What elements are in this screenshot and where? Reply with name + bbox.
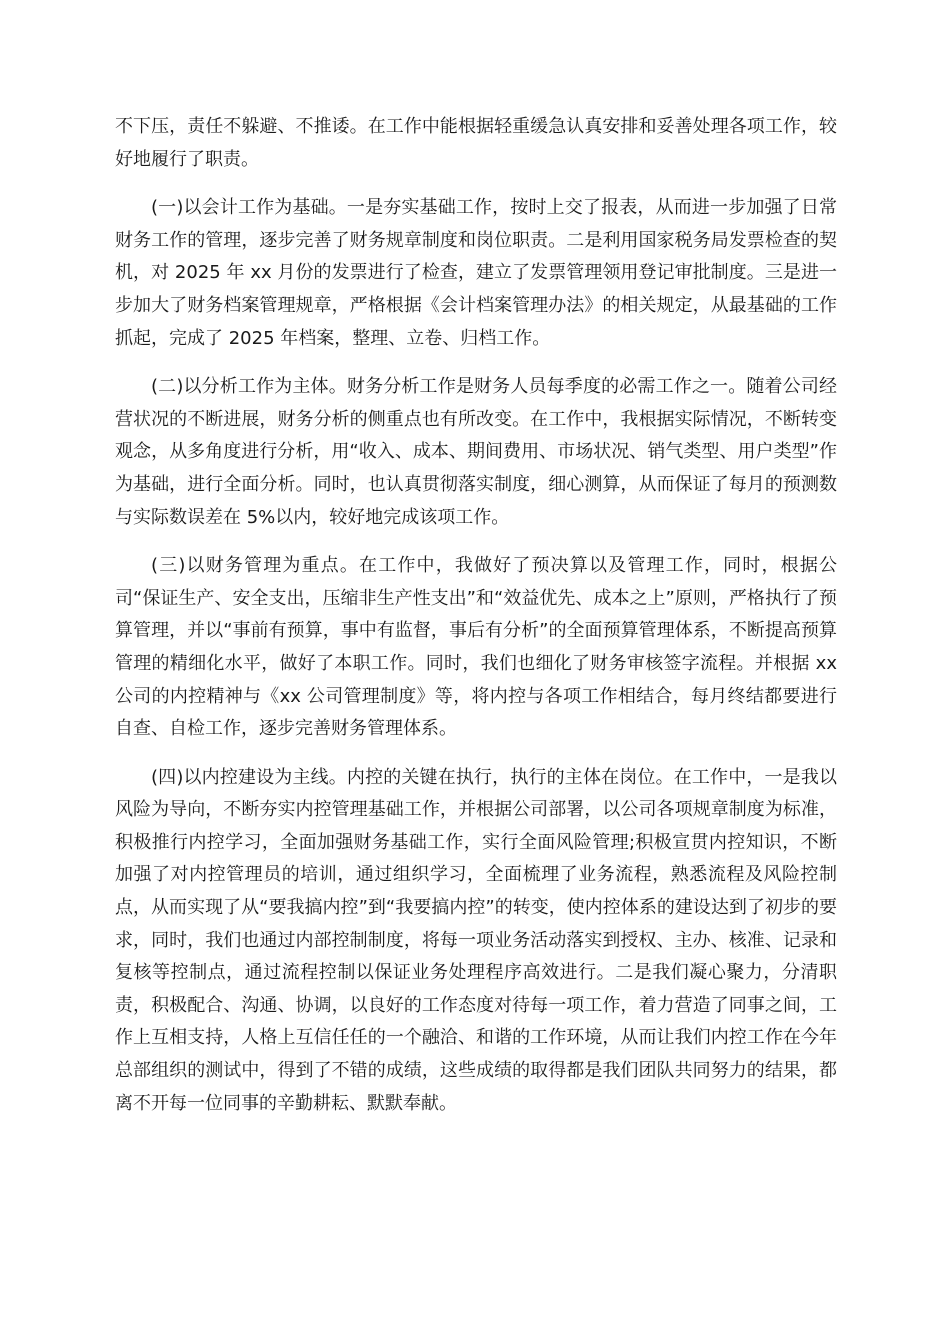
document-body [115,111,837,1136]
paragraph-accounting-basis: (一)以会计工作为基础。一是夯实基础工作，按时上交了报表，从而进一步加强了日常财务工作的管理，逐步完善了财务规章制度和岗位职责。二是利用国家税务局发票检查的契机，对 2025 年 xx 月份的发票进行了检查，建立了发票管理领用登记审批制度。三是进一步加大了财务档案管理规章，严格根据《会计档案管理办法》的相关规定，从最基础的工作抓起，完成了 2025 年档案，整理、立卷、归档工作。 [115,197,837,349]
paragraph-continuation: 不下压，责任不躲避、不推诿。在工作中能根据轻重缓急认真安排和妥善处理各项工作，较好地履行了职责。 [115,116,837,170]
paragraph-internal-control: (四)以内控建设为主线。内控的关键在执行，执行的主体在岗位。在工作中，一是我以风险为导向，不断夯实内控管理基础工作，并根据公司部署，以公司各项规章制度为标准，积极推行内控学习，全面加强财务基础工作，实行全面风险管理;积极宣贯内控知识，不断加强了对内控管理员的培训，通过组织学习，全面梳理了业务流程，熟悉流程及风险控制点，从而实现了从“要我搞内控”到“我要搞内控”的转变，使内控体系的建设达到了初步的要求，同时，我们也通过内部控制制度，将每一项业务活动落实到授权、主办、核准、记录和复核等控制点，通过流程控制以保证业务处理程序高效进行。二是我们凝心聚力，分清职责，积极配合、沟通、协调，以良好的工作态度对待每一项工作，着力营造了同事之间，工作上互相支持，人格上互信任任的一个融洽、和谐的工作环境，从而让我们内控工作在今年总部组织的测试中，得到了不错的成绩，这些成绩的取得都是我们团队共同努力的结果，都离不开每一位同事的辛勤耕耘、默默奉献。 [115,766,837,1114]
paragraph-financial-management: (三)以财务管理为重点。在工作中，我做好了预决算以及管理工作，同时，根据公司“保证生产、安全支出，压缩非生产性支出”和“效益优先、成本之上”原则，严格执行了预算管理，并以“事前有预算，事中有监督，事后有分析”的全面预算管理体系，不断提高预算管理的精细化水平，做好了本职工作。同时，我们也细化了财务审核签字流程。并根据 xx 公司的内控精神与《xx 公司管理制度》等，将内控与各项工作相结合，每月终结都要进行自查、自检工作，逐步完善财务管理体系。 [115,555,837,740]
paragraph-financial-analysis: (二)以分析工作为主体。财务分析工作是财务人员每季度的必需工作之一。随着公司经营状况的不断进展，财务分析的侧重点也有所改变。在工作中，我根据实际情况，不断转变观念，从多角度进行分析，用“收入、成本、期间费用、市场状况、销气类型、用户类型”作为基础，进行全面分析。同时，也认真贯彻落实制度，细心测算，从而保证了每月的预测数与实际数误差在 5%以内，较好地完成该项工作。 [115,376,837,528]
